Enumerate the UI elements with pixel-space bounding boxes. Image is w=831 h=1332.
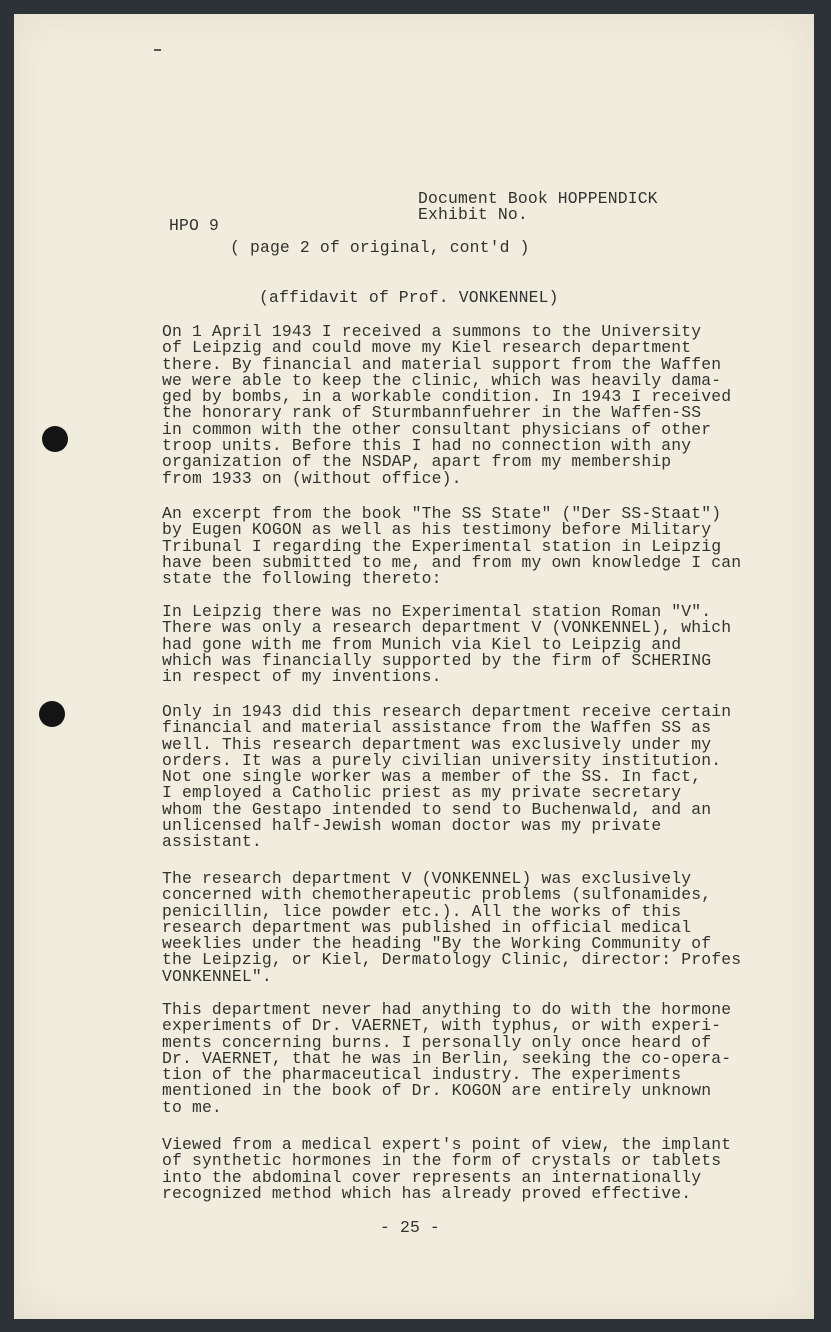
affidavit-title: (affidavit of Prof. VONKENNEL) xyxy=(259,288,559,307)
punch-hole-top xyxy=(42,426,68,452)
paragraph-2: An excerpt from the book "The SS State" ("Der SS-Staat") by Eugen KOGON as well as his testimony before Military Tribunal I regarding the Experimental station in Leipzig have been submitted to me, and from my own knowledge I can state the following thereto: xyxy=(162,504,742,589)
paragraph-7: Viewed from a medical expert's point of view, the implant of synthetic hormones in the form of crystals or tablets into the abdominal cover represents an internationally recognized method which has already proved effective. xyxy=(162,1135,732,1203)
paragraph-5: The research department V (VONKENNEL) was exclusively concerned with chemotherapeutic problems (sulfonamides, penicillin, lice powder etc.). All the works of this research department was published in official medical weeklies under the heading "By the Working Community of the Leipzig, or Kiel, Dermatology Clinic, director: Profes VONKENNEL". xyxy=(162,869,742,986)
paragraph-1: On 1 April 1943 I received a summons to the University of Leipzig and could move my Kiel research department there. By financial and material support from the Waffen we were able to keep the clinic, which was heavily dama- ged by bombs, in a workable condition. In 1943 I received the honorary rank of Sturmbannfuehrer in the Waffen-SS in common with the other consultant physicians of other troop units. Before this I had no connection with any organization of the NSDAP, apart from my membership from 1933 on (without office). xyxy=(162,322,732,488)
document-reference: HPO 9 xyxy=(169,216,219,235)
page-number: - 25 - xyxy=(380,1218,440,1237)
document-page xyxy=(14,14,814,1319)
document-book-label: Document Book HOPPENDICK xyxy=(418,189,658,208)
paragraph-4: Only in 1943 did this research department receive certain financial and material assistance from the Waffen SS as well. This research department was exclusively under my orders. It was a purely civilian university institution. Not one single worker was a member of the SS. In fact, I employed a Catholic priest as my private secretary whom the Gestapo intended to send to Buchenwald, and an unlicensed half-Jewish woman doctor was my private assistant. xyxy=(162,702,732,852)
page-note: ( page 2 of original, cont'd ) xyxy=(230,238,530,257)
paragraph-3: In Leipzig there was no Experimental station Roman "V". There was only a research department V (VONKENNEL), which had gone with me from Munich via Kiel to Leipzig and which was financially supported by the firm of SCHERING in respect of my inventions. xyxy=(162,602,732,687)
punch-hole-bottom xyxy=(39,701,65,727)
exhibit-label: Exhibit No. xyxy=(418,205,528,224)
paragraph-6: This department never had anything to do with the hormone experiments of Dr. VAERNET, with typhus, or with experi- ments concerning burns. I personally only once heard of Dr. VAERNET, that he was in Berlin, seeking the co-opera- tion of the pharmaceutical industry. The experiments mentioned in the book of Dr. KOGON are entirely unknown to me. xyxy=(162,1000,732,1117)
stray-mark xyxy=(154,49,161,51)
